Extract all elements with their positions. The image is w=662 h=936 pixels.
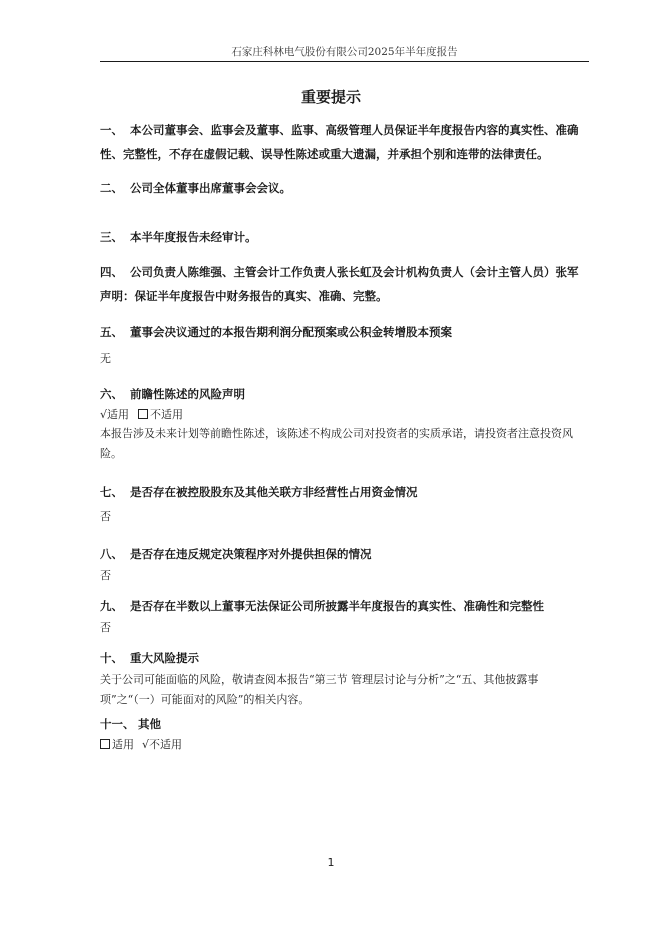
section-7	[100, 480, 589, 527]
section-5-body: 无	[100, 352, 111, 365]
section-4-number: 四、	[100, 265, 123, 279]
section-6-text: 前瞻性陈述的风险声明	[130, 387, 245, 401]
checkbox-empty-icon	[138, 409, 148, 419]
page-number: 1	[327, 856, 335, 869]
section-1	[100, 118, 589, 166]
section-6-heading	[100, 382, 589, 406]
section-8-heading	[100, 542, 589, 566]
section-9-body: 否	[100, 621, 111, 634]
section-6-checked-option: √适用	[100, 408, 130, 421]
section-5-heading	[100, 320, 589, 344]
section-4-text: 公司负责人陈维强、主管会计工作负责人张长虹及会计机构负责人（会计主管人员）张军声明：保证半年度报告中财务报告的真实、准确、完整。	[100, 265, 579, 303]
section-6-body: 本报告涉及未来计划等前瞻性陈述，该陈述不构成公司对投资者的实质承诺，请投资者注意投资风险。	[100, 427, 573, 460]
section-9	[100, 594, 589, 638]
section-2-number: 二、	[100, 181, 123, 195]
section-1-text: 本公司董事会、监事会及董事、监事、高级管理人员保证半年度报告内容的真实性、准确性、完整性，不存在虚假记载、误导性陈述或重大遗漏，并承担个别和连带的法律责任。	[100, 123, 579, 161]
section-11-checked-option: √不适用	[142, 738, 183, 751]
section-2	[100, 176, 589, 200]
section-11-heading	[100, 712, 589, 736]
section-10-body: 关于公司可能面临的风险，敬请查阅本报告“第三节 管理层讨论与分析”之“五、其他披露事项”之“（一）可能面对的风险”的相关内容。	[100, 673, 539, 706]
section-6-unchecked-option: 不适用	[150, 408, 184, 421]
section-6-number: 六、	[100, 387, 123, 401]
section-10	[100, 646, 589, 710]
section-4	[100, 260, 589, 308]
section-1-number: 一、	[100, 123, 123, 137]
section-8-body: 否	[100, 569, 111, 582]
section-7-heading	[100, 480, 589, 504]
section-5	[100, 320, 589, 369]
section-10-heading	[100, 646, 589, 670]
section-6	[100, 382, 589, 464]
section-8-text: 是否存在违反规定决策程序对外提供担保的情况	[130, 547, 372, 561]
section-3-text: 本半年度报告未经审计。	[130, 230, 257, 244]
section-7-number: 七、	[100, 485, 123, 499]
section-11-number: 十一、	[100, 717, 135, 731]
section-2-text: 公司全体董事出席董事会会议。	[130, 181, 291, 195]
section-9-text: 是否存在半数以上董事无法保证公司所披露半年度报告的真实性、准确性和完整性	[130, 599, 544, 613]
section-11-options	[100, 736, 589, 754]
running-header: 石家庄科林电气股份有限公司2025年半年度报告	[231, 46, 458, 58]
section-11	[100, 712, 589, 754]
section-7-body: 否	[100, 510, 111, 523]
section-7-text: 是否存在被控股股东及其他关联方非经营性占用资金情况	[130, 485, 418, 499]
section-2-heading	[100, 176, 589, 200]
header-rule	[100, 61, 589, 62]
section-8-number: 八、	[100, 547, 123, 561]
section-11-text: 其他	[138, 717, 161, 731]
section-8	[100, 542, 589, 586]
section-3	[100, 225, 589, 249]
section-1-heading	[100, 118, 589, 166]
section-9-number: 九、	[100, 599, 123, 613]
section-10-text: 重大风险提示	[130, 651, 199, 665]
section-5-text: 董事会决议通过的本报告期利润分配预案或公积金转增股本预案	[130, 325, 452, 339]
section-11-unchecked-option: 适用	[112, 738, 134, 751]
section-6-options	[100, 406, 589, 424]
section-10-number: 十、	[100, 651, 123, 665]
checkbox-empty-icon	[100, 739, 110, 749]
section-3-heading	[100, 225, 589, 249]
section-3-number: 三、	[100, 230, 123, 244]
section-9-heading	[100, 594, 589, 618]
page-title: 重要提示	[300, 88, 361, 106]
section-5-number: 五、	[100, 325, 123, 339]
section-4-heading	[100, 260, 589, 308]
